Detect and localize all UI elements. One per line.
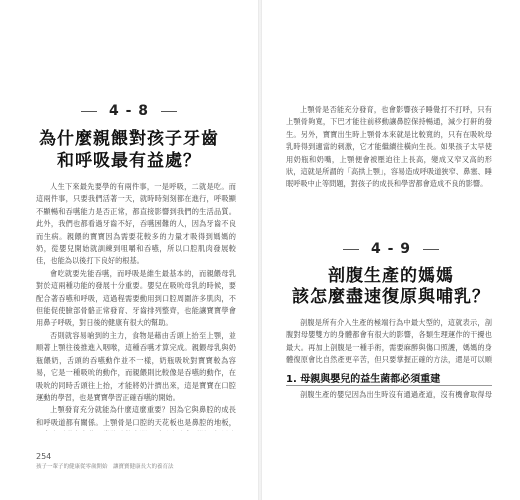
body-text [36,181,236,431]
paragraph: 否則就容易嗆到的主力，食物是藉由舌頭上抬至上顎，並順著上顎往後推進入咽喉，這種吞嚥才算完成。親餵母乳與奶瓶餵奶，舌頭的吞嚥動作並不一樣，奶瓶吸吮對寶寶較為容易，它是一種吸吮的動作，而親餵則比較像是吞嚥的動作，在吸吮的同時舌頭往上抬，才能將奶汁擠出來，這是寶寶在口腔運動的學習，也是寶寶學習正確吞嚥的開始。 [36,330,236,402]
section-divider [286,385,492,386]
chapter-number-text: 4 - 8 [108,103,150,119]
paragraph: 人生下來最先要學的有兩件事，一是呼吸，二就是吃。而這兩件事，只要我們活著一天，就時時刻刻都在進行，呼吸顯不顯暢和吞嚥能力是否正常，都直接影響到我們的生活品質。此外，我們也都看過牙齒不好，吞嚥困難的人，因為牙齒不良而生病。親餵的寶寶因為需要花較多的力量才吸得到媽媽的奶，從嬰兒開始就訓練到咀嚼和吞嚥，所以口腔肌肉發展較佳，也能為以後打下良好的根基。 [36,182,236,266]
chapter-title-line-1: 剖腹生產的媽媽 [328,266,454,286]
running-footer: 孩子一輩子的健康從零歲開始 讓寶寶健康長大的養育法 [36,464,174,470]
body-text [286,389,492,402]
body-text [286,317,492,367]
chapter-number [262,241,520,257]
left-page [0,0,258,500]
chapter-number [0,103,258,119]
page-number: 254 [36,452,52,461]
chapter-number-text: 4 - 9 [370,241,412,257]
paragraph: 上顎骨是否能充分發育，也會影響孩子睡覺打不打呼，只有上顎骨夠寬，下巴才能往前移動讓鼻腔保持暢通，減少打鼾的發生。另外，寶寶出生時上顎骨本來就是比較寬的，只有在吸吮母乳時得到適當的刺激，它才能繼續往橫向生長。如果孩子太早使用奶瓶和奶嘴，上顎便會被壓迫往上長高，變成又窄又高的形狀，這就是所謂的「高拱上顎」，容易造成呼吸道狹窄、鼻塞、睡眠呼吸中止等問題，對孩子的成長和學習都會造成不良的影響。 [286,105,492,189]
chapter-title-line-1: 為什麼親餵對孩子牙齒 [39,129,219,149]
paragraph: 上顎發育充分就能為什麼這麼重要？因為它與鼻腔的成長和呼吸道都有關係。上顎骨是口腔的天花板也是鼻腔的地板， [36,405,236,427]
paragraph: 剖腹是所有介入生產的極端行為中最大型的，這就表示，剖腹對母嬰雙方的身體都會有很大的影響，各類生理運作的干擾也最大。再加上剖腹是一種手術，需要麻醉與傷口照護，媽媽的身體復原會比自然產更辛苦，但只要掌握正確的方法，還是可以順 [286,318,492,365]
section-heading: 1. 母親與嬰兒的益生菌都必須重建 [286,374,441,385]
chapter-title-line-2: 該怎麼盡速復原與哺乳？ [292,287,490,307]
body-text [286,104,492,192]
paragraph [286,191,492,192]
right-page [262,0,520,500]
paragraph: 剖腹生產的嬰兒因為出生時沒有通過產道，沒有機會取得母 [300,390,492,399]
paragraph: 會吃就要先能吞嚥，而呼吸是維生最基本的，而親餵母乳對於這兩種功能的發展十分重要。嬰兒在吸吮母乳的時候，要配合著吞嚥和呼吸，這過程需要動用到口腔周圍許多肌肉，不但能促使臉部骨骼正常發育、牙齒排列整齊，也能讓寶寶學會用鼻子呼吸，對日後的健康有很大的幫助。 [36,268,236,328]
chapter-title-line-2: 和呼吸最有益處？ [57,151,201,171]
